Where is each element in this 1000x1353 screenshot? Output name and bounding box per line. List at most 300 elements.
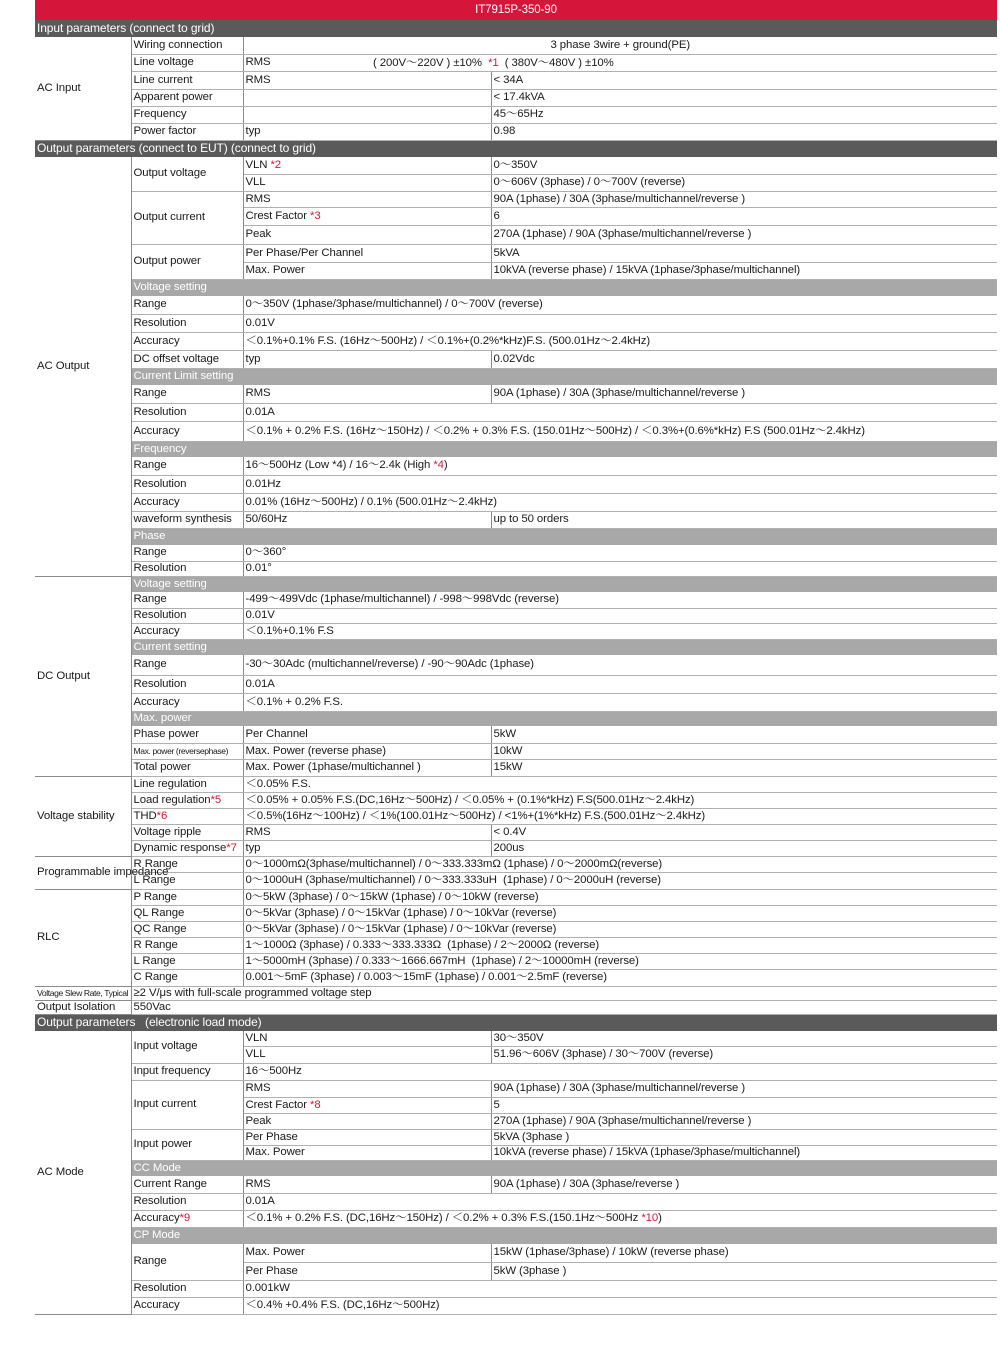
table-row	[35, 1080, 997, 1097]
cell-text: Resolution	[133, 316, 187, 329]
cell-text: DC Output	[37, 669, 90, 682]
cell-text: Frequency	[133, 442, 187, 455]
param-name	[131, 493, 243, 511]
table-title: IT7915P-350-90	[35, 0, 997, 20]
cell-text: 30～350V	[493, 1031, 544, 1044]
value-col1	[243, 1080, 491, 1097]
value-col2	[491, 1244, 997, 1262]
cell-text: Accuracy	[133, 624, 180, 637]
cell-text: 270A (1phase) / 90A (3phase/multichannel/reverse )	[493, 228, 752, 240]
cell-text: CP Mode	[133, 1229, 181, 1242]
cell-text: Line regulation	[133, 777, 207, 790]
value-full	[243, 655, 997, 675]
value-full	[243, 937, 997, 953]
cell-text: 0～1000uH (3phase/multichannel) / 0～333.333uH (1phase) / 0～2000uH (reverse)	[245, 874, 661, 886]
table-row	[35, 1000, 997, 1014]
param-name	[131, 1193, 243, 1210]
group-label	[35, 576, 131, 776]
cell-text: < 17.4kVA	[493, 91, 545, 103]
table-row	[35, 457, 997, 475]
table-row	[35, 106, 997, 123]
value-col1	[243, 1046, 491, 1063]
table-row	[35, 71, 997, 89]
value-col2	[491, 1097, 997, 1113]
value-col1	[243, 244, 491, 262]
subsection-title	[131, 1227, 997, 1244]
value-col2	[491, 511, 997, 528]
cell-text: 0.98	[493, 125, 516, 137]
table-row	[35, 1280, 997, 1297]
cell-text: ≥2 V/μs with full-scale programmed voltage step	[133, 986, 372, 999]
cell-text: RMS	[245, 1082, 271, 1094]
value-col1	[243, 1145, 491, 1160]
table-row	[35, 889, 997, 905]
footnote-marker: *3	[310, 209, 321, 222]
value-col1	[243, 1097, 491, 1113]
value-col1	[243, 385, 491, 403]
value-col1	[243, 106, 491, 123]
cell-text: typ	[245, 125, 261, 137]
value-col2	[491, 1113, 997, 1129]
cell-text: Per Phase	[245, 1264, 298, 1277]
table-row	[35, 1193, 997, 1210]
value-col2	[491, 743, 997, 759]
cell-text: Range	[133, 546, 167, 559]
line-voltage-ranges	[373, 57, 614, 70]
param-name	[131, 385, 243, 403]
cell-text: Range	[133, 298, 167, 311]
table-row	[35, 385, 997, 403]
table-row	[35, 872, 997, 889]
cell-text: Per Phase	[245, 1130, 298, 1143]
group-label	[35, 889, 131, 986]
cell-text: Input power	[133, 1138, 192, 1150]
table-row	[35, 1297, 997, 1314]
table-row	[35, 905, 997, 921]
cell-text: Resolution	[133, 1282, 187, 1294]
cell-text: R Range	[133, 857, 178, 870]
table-row	[35, 244, 997, 262]
value-col2	[491, 244, 997, 262]
param-name	[131, 743, 243, 759]
cell-text: 90A (1phase) / 30A (3phase/multichannel/reverse )	[493, 387, 746, 400]
param-name	[131, 475, 243, 493]
table-row	[35, 986, 997, 1000]
param-name	[131, 1210, 243, 1227]
param-name	[131, 314, 243, 332]
table-row	[35, 726, 997, 743]
cell-text: Max. Power (1phase/multichannel )	[245, 761, 421, 773]
table-row	[35, 693, 997, 711]
cell-text: Frequency	[133, 108, 187, 120]
cell-text: RMS	[245, 387, 271, 400]
cell-text: ＜0.5%(16Hz～100Hz) / ＜1%(100.01Hz～500Hz) / <1%+(1%*kHz) F.S.(500.01Hz～2.4kHz)	[245, 809, 706, 822]
cell-text: Wiring connection	[133, 38, 223, 51]
cell-text: RMS	[245, 192, 271, 205]
cell-text: RMS	[245, 73, 271, 86]
cell-text: Input frequency	[133, 1065, 211, 1077]
cell-text: QL Range	[133, 906, 185, 919]
footnote-marker: *9	[179, 1212, 191, 1224]
cell-text: 3 phase 3wire + ground(PE)	[550, 38, 691, 51]
table-row	[35, 1160, 997, 1176]
cell-text: RMS	[245, 56, 271, 68]
cell-text: 15kW	[493, 761, 523, 773]
value-col1	[243, 1262, 491, 1280]
table-row	[35, 856, 997, 872]
value-col2	[491, 71, 997, 89]
param-name	[131, 1080, 243, 1129]
value-col2	[491, 1176, 997, 1193]
value-col2	[491, 726, 997, 743]
param-name	[131, 1297, 243, 1314]
cell-text: AC Mode	[37, 1165, 84, 1178]
value-col2	[491, 824, 997, 840]
value-full	[243, 608, 997, 623]
cell-text: ＜0.1% + 0.2% F.S.	[245, 695, 343, 708]
cell-text: Input current	[133, 1098, 197, 1110]
param-name	[131, 872, 243, 889]
subsection-title	[131, 576, 997, 592]
subsection-title	[131, 279, 997, 296]
cell-text: Voltage ripple	[133, 825, 202, 838]
value-col2	[491, 191, 997, 207]
title-row	[35, 0, 997, 20]
cell-text: Range	[133, 593, 167, 606]
cell-text: AC Input	[37, 81, 81, 94]
cell-text: Resolution	[133, 609, 187, 621]
value-col1	[243, 1113, 491, 1129]
table-row	[35, 953, 997, 969]
cell-text: 0.01A	[245, 677, 275, 690]
cell-text: VLN	[245, 1031, 268, 1044]
param-name	[131, 1031, 243, 1063]
cell-text: ＜0.05% + 0.05% F.S.(DC,16Hz～500Hz) / ＜0.05% + (0.1%*kHz) F.S(500.01Hz～2.4kHz)	[245, 793, 695, 806]
cell-text: -499～499Vdc (1phase/multichannel) / -998～998Vdc (reverse)	[245, 593, 559, 606]
param-name	[131, 332, 243, 350]
cell-text: Accuracy	[133, 1299, 180, 1311]
table-row	[35, 54, 997, 71]
value-col1	[243, 1176, 491, 1193]
param-name	[131, 1129, 243, 1160]
param-name	[131, 937, 243, 953]
param-name	[131, 89, 243, 106]
value-col1	[243, 1031, 491, 1046]
cell-text: Accuracy	[133, 495, 180, 508]
value-col1	[243, 89, 491, 106]
cell-text: Load regulation	[133, 793, 211, 806]
param-name	[131, 1244, 243, 1280]
table-row	[35, 493, 997, 511]
subsection-title	[131, 528, 997, 545]
cell-text: Peak	[245, 1114, 272, 1127]
value-col2	[491, 1262, 997, 1280]
cell-text: ( 200V～220V ) ±10%	[373, 56, 489, 69]
value-col2	[491, 106, 997, 123]
cell-text: Phase power	[133, 727, 199, 740]
cell-text: 0.01V	[245, 609, 275, 621]
table-row	[35, 592, 997, 608]
group-label	[35, 157, 131, 576]
cell-text: up to 50 orders	[493, 513, 569, 525]
cell-text: 5	[493, 1098, 500, 1111]
cell-text: 5kW (3phase )	[493, 1264, 567, 1277]
value-col2	[491, 225, 997, 244]
footnote-marker: *2	[270, 158, 282, 171]
value-col1	[243, 726, 491, 743]
value-col1	[243, 1244, 491, 1262]
table-row	[35, 608, 997, 623]
table-row	[35, 1129, 997, 1145]
footnote-marker: *1	[488, 56, 499, 69]
value-col1	[243, 262, 491, 279]
value-full	[243, 623, 997, 639]
value-full	[243, 856, 997, 872]
table-row	[35, 475, 997, 493]
cell-text: Per Phase/Per Channel	[245, 246, 364, 259]
section-header	[35, 1014, 997, 1031]
table-row	[35, 89, 997, 106]
spec-table	[35, 0, 997, 1315]
cell-text: Output current	[133, 211, 205, 223]
table-row	[35, 37, 997, 54]
cell-text: 0.01% (16Hz～500Hz) / 0.1% (500.01Hz～2.4kHz)	[245, 495, 497, 508]
value-full	[243, 921, 997, 937]
cell-text: ＜0.1%+0.1% F.S. (16Hz～500Hz) / ＜0.1%+(0.2%*kHz)F.S. (500.01Hz～2.4kHz)	[245, 334, 651, 347]
table-row	[35, 332, 997, 350]
cell-text: Per Channel	[245, 727, 308, 740]
table-row	[35, 1244, 997, 1262]
cell-text: Accuracy	[133, 695, 180, 708]
value-col2	[491, 1145, 997, 1160]
value-full	[243, 332, 997, 350]
param-name	[131, 675, 243, 693]
value-col2	[373, 54, 997, 71]
value-col2	[491, 157, 997, 174]
cell-text: )	[658, 1212, 662, 1224]
cell-text: -30～30Adc (multichannel/reverse) / -90～90Adc (1phase)	[245, 658, 534, 671]
cell-text: 0～5kW (3phase) / 0～15kW (1phase) / 0～10kW (reverse)	[245, 890, 539, 903]
param-name	[131, 296, 243, 314]
param-name	[131, 776, 243, 792]
cell-text: 0～360°	[245, 546, 287, 559]
value-full	[243, 493, 997, 511]
cell-text: 5kVA (3phase )	[493, 1130, 570, 1143]
cell-text: Output parameters (electronic load mode)	[37, 1015, 262, 1030]
cell-text: AC Output	[37, 359, 90, 372]
cell-text: Max. Power	[245, 1146, 305, 1158]
table-row	[35, 969, 997, 986]
value-col2	[491, 385, 997, 403]
cell-text: Range	[133, 459, 167, 472]
value-col2	[491, 89, 997, 106]
value-full	[131, 986, 997, 1000]
cell-text: typ	[245, 841, 261, 854]
cell-text: Resolution	[133, 677, 187, 690]
group-label	[35, 1000, 131, 1014]
table-row	[35, 279, 997, 296]
value-col1	[243, 1129, 491, 1145]
value-col1	[243, 743, 491, 759]
cell-text: 10kVA (reverse phase) / 15kVA (1phase/3phase/multichannel)	[493, 264, 801, 276]
cell-text: 0～5kVar (3phase) / 0～15kVar (1phase) / 0～10kVar (reverse)	[245, 922, 557, 935]
cell-text: 6	[493, 209, 500, 222]
cell-text: Output Isolation	[37, 1000, 116, 1013]
param-name	[131, 921, 243, 937]
cell-text: Current Limit setting	[133, 370, 234, 383]
cell-text: 90A (1phase) / 30A (3phase/reverse )	[493, 1177, 680, 1190]
table-row	[35, 639, 997, 655]
cell-text: Voltage setting	[133, 577, 207, 590]
cell-text: 0～1000mΩ(3phase/multichannel) / 0～333.333mΩ (1phase) / 0～2000mΩ(reverse)	[245, 857, 663, 870]
cell-text: Resolution	[133, 1195, 187, 1207]
value-full	[243, 314, 997, 332]
table-row	[35, 675, 997, 693]
param-name	[131, 889, 243, 905]
table-row	[35, 824, 997, 840]
value-full	[243, 545, 997, 561]
value-col1	[243, 840, 491, 856]
value-full	[243, 953, 997, 969]
value-col1	[243, 225, 491, 244]
subsection-title	[131, 711, 997, 726]
cell-text: 5kVA	[493, 246, 520, 259]
cell-text: Programmable impedance	[37, 866, 169, 878]
param-name	[131, 792, 243, 808]
cell-text: Accuracy	[133, 424, 180, 437]
table-row	[35, 808, 997, 824]
table-row	[35, 711, 997, 726]
cell-text: L Range	[133, 874, 176, 886]
cell-text: 16～500Hz	[245, 1065, 302, 1077]
cell-text: Max. power	[133, 712, 192, 725]
cell-text: Voltage stability	[37, 809, 115, 822]
param-name	[131, 840, 243, 856]
cell-text: ＜0.1%+0.1% F.S	[245, 624, 334, 637]
cell-text: Current setting	[133, 640, 207, 653]
cell-text: 200us	[493, 841, 525, 854]
cell-text: 0.001kW	[245, 1282, 290, 1294]
param-name	[131, 106, 243, 123]
param-name	[131, 350, 243, 368]
section-title	[35, 20, 997, 37]
cell-text: 0～350V	[493, 158, 538, 171]
table-row	[35, 937, 997, 953]
cell-text: 0.01A	[245, 405, 275, 418]
table-row	[35, 776, 997, 792]
value-full	[243, 37, 997, 54]
table-row	[35, 528, 997, 545]
value-col2	[491, 840, 997, 856]
footnote-marker: *7	[226, 841, 237, 854]
value-col1	[243, 759, 491, 776]
value-col1	[243, 71, 491, 89]
cell-text: Voltage setting	[133, 281, 207, 294]
cell-text: RMS	[245, 825, 271, 838]
cell-text: Resolution	[133, 562, 187, 574]
cell-text: 0.01°	[245, 562, 272, 574]
cell-text: Accuracy	[133, 1212, 180, 1224]
cell-text: )	[443, 459, 448, 472]
param-name	[131, 191, 243, 244]
cell-text: 0.01A	[245, 1195, 275, 1207]
subsection-title	[131, 368, 997, 385]
table-row	[35, 296, 997, 314]
table-row	[35, 157, 997, 174]
footnote-marker: *5	[210, 793, 222, 806]
cell-text: 270A (1phase) / 90A (3phase/multichannel/reverse )	[493, 1114, 752, 1127]
table-row	[35, 840, 997, 856]
cell-text: 1～1000Ω (3phase) / 0.333～333.333Ω (1phase) / 2～2000Ω (reverse)	[245, 938, 600, 951]
cell-text: Line voltage	[133, 56, 194, 68]
cell-text: 0.001～5mF (3phase) / 0.003～15mF (1phase) / 0.001～2.5mF (reverse)	[245, 971, 607, 983]
cell-text: 45～65Hz	[493, 108, 544, 120]
value-full	[243, 592, 997, 608]
cell-text: ( 380V～480V ) ±10%	[498, 56, 614, 69]
value-col1	[243, 824, 491, 840]
cell-text: Range	[133, 387, 167, 400]
param-name	[131, 561, 243, 576]
table-row	[35, 1176, 997, 1193]
group-label	[35, 1031, 131, 1314]
param-name	[131, 123, 243, 140]
value-full	[243, 403, 997, 421]
cell-text: Voltage Slew Rate, Typical	[37, 987, 129, 998]
cell-text: Max. power (reversephase)	[133, 745, 229, 756]
value-full	[243, 792, 997, 808]
value-col2	[491, 1129, 997, 1145]
cell-text: CC Mode	[133, 1161, 181, 1174]
param-name	[131, 54, 243, 71]
cell-text: Range	[133, 1255, 167, 1268]
table-row	[35, 623, 997, 639]
cell-text: 550Vac	[133, 1000, 171, 1013]
value-col1	[243, 191, 491, 207]
cell-text: Input voltage	[133, 1040, 198, 1053]
cell-text: 10kW	[493, 744, 523, 757]
value-full	[243, 561, 997, 576]
param-name	[131, 457, 243, 475]
param-name	[131, 824, 243, 840]
cell-text: 90A (1phase) / 30A (3phase/multichannel/reverse )	[493, 1082, 746, 1094]
cell-text: Max. Power	[245, 1246, 305, 1259]
cell-text: Resolution	[133, 477, 187, 490]
value-full	[243, 1280, 997, 1297]
footnote-marker: *10	[641, 1212, 659, 1224]
value-col1	[243, 157, 491, 174]
cell-text: Dynamic response	[133, 841, 227, 854]
cell-text: QC Range	[133, 922, 187, 935]
table-row	[35, 1031, 997, 1046]
value-col1	[243, 174, 491, 191]
table-row	[35, 441, 997, 457]
table-row	[35, 421, 997, 441]
value-col1	[243, 511, 491, 528]
cell-text: THD	[133, 809, 157, 822]
param-name	[131, 808, 243, 824]
param-name	[131, 157, 243, 191]
cell-text: Peak	[245, 228, 272, 240]
cell-text: < 0.4V	[493, 825, 527, 838]
param-name	[131, 1176, 243, 1193]
footnote-marker: *4	[433, 459, 444, 472]
cell-text: Max. Power (reverse phase)	[245, 744, 386, 757]
param-name	[131, 244, 243, 279]
subsection-title	[131, 1160, 997, 1176]
cell-text: Max. Power	[245, 264, 305, 276]
value-full	[131, 1000, 997, 1014]
cell-text: 0～5kVar (3phase) / 0～15kVar (1phase) / 0～10kVar (reverse)	[245, 906, 557, 919]
